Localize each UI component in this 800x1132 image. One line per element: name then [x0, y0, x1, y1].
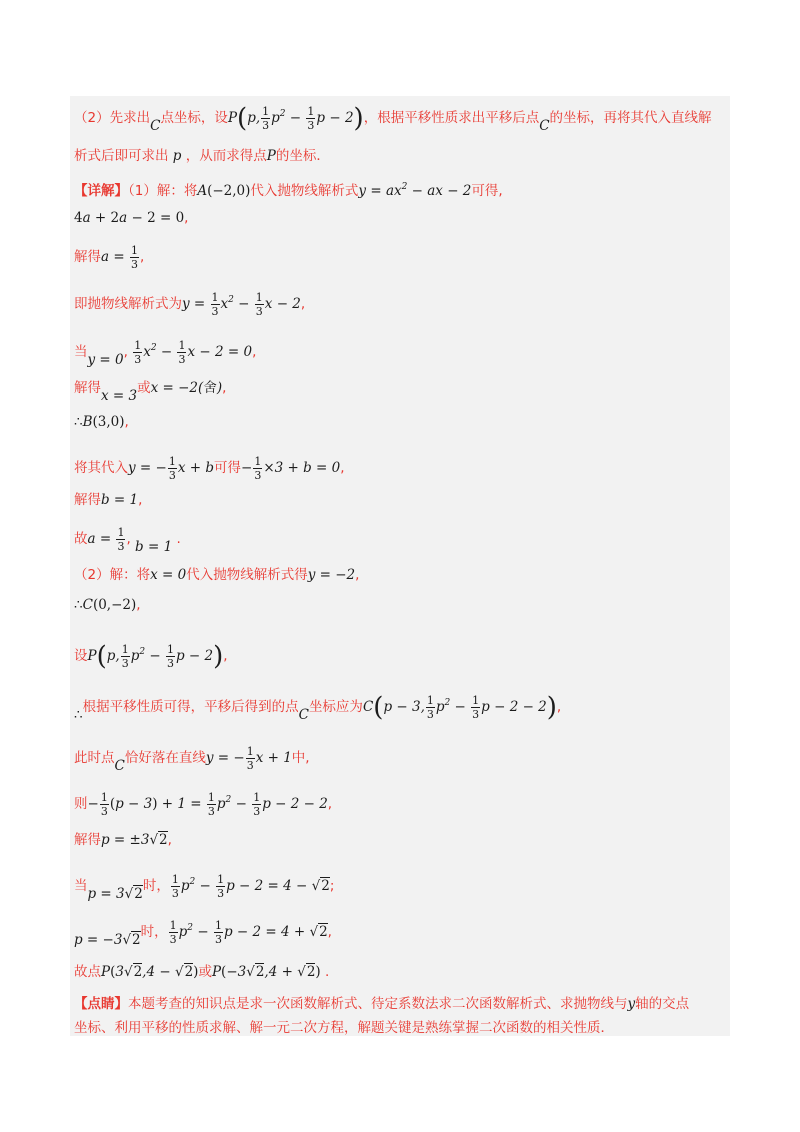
equation-line-4: 4a + 2a − 2 = 0,	[74, 210, 189, 226]
set-p-line: 设P(p, $\frac{1}{3}$ $p^2$ − $\frac{1}{3}$ p − 2),	[74, 641, 228, 672]
analysis-line-1: （2）先求出C点坐标，设P(p, $\frac{1}{3}$ $p^2$ − $\frac{1}{3}$ p − 2)，根据平移性质求出平移后点C的坐标，再将其代入直线解	[74, 103, 712, 134]
parabola-line: 即抛物线解析式为y = $\frac{1}{3}$ $x^2$ − $\frac{1}{3}$ x − 2,	[74, 291, 306, 318]
analysis-line-2: 析式后即可求出 p ，从而求得点P的坐标．	[74, 148, 330, 164]
remark-line-2: 坐标、利用平移的性质求解、解一元二次方程，解题关键是熟练掌握二次函数的相关性质．	[74, 1020, 614, 1036]
remark-line-1: 【点睛】本题考查的知识点是求一次函数解析式、待定系数法求二次函数解析式、求抛物线与y轴的交点	[74, 996, 690, 1012]
detail-label: 【详解】	[74, 183, 128, 199]
part2-line: （2）解：将x = 0代入抛物线解析式得y = −2,	[74, 567, 360, 583]
solve-p-line: 解得p = ±3√2,	[74, 832, 172, 848]
on-line-line: 此时点C恰好落在直线y = − $\frac{1}{3}$ x + 1中,	[74, 745, 310, 774]
substitute-line: 将其代入y = − $\frac{1}{3}$ x + b可得− $\frac{1}{3}$ ×3 + b = 0,	[74, 455, 345, 482]
case2-line: p = −3√2时， $\frac{1}{3}$ $p^2$ − $\frac{1}{3}$ p − 2 = 4 + √2,	[74, 919, 332, 948]
conclusion-1-line: 故a = $\frac{1}{3}$ , b = 1 .	[74, 526, 181, 555]
roots-line: 解得x = 3或x = −2(舍),	[74, 380, 227, 404]
case1-line: 当p = 3√2时， $\frac{1}{3}$ $p^2$ − $\frac{1}{3}$ p − 2 = 4 − √2;	[74, 873, 335, 902]
remark-label: 【点睛】	[74, 996, 128, 1012]
equation-p-line: 则− $\frac{1}{3}$ (p − 3) + 1 = $\frac{1}{3}$ $p^2$ − $\frac{1}{3}$ p − 2 − 2,	[74, 791, 333, 818]
detail-heading-line: 【详解】（1）解：将A(−2,0)代入抛物线解析式$y = ax^2$ − ax − 2可得,	[74, 182, 503, 199]
translation-line: ∴根据平移性质可得，平移后得到的点C坐标应为C(p − 3, $\frac{1}{3}$ $p^2$ − $\frac{1}{3}$ p − 2 − 2),	[74, 692, 562, 723]
point-b-line: ∴B(3,0),	[74, 414, 129, 430]
conclusion-2-line: 故点P(3√2,4 − √2)或P(−3√2,4 + √2) .	[74, 964, 330, 980]
solve-a-line: 解得a = $\frac{1}{3}$ ,	[74, 244, 145, 271]
point-c-line: ∴C(0,−2),	[74, 597, 141, 613]
when-y0-line: 当y = 0, $\frac{1}{3}$ $x^2$ − $\frac{1}{3}$ x − 2 = 0,	[74, 339, 257, 368]
formula-p-def: P(p, $\frac{1}{3}$ $p^2$ − $\frac{1}{3}$ p − 2)	[227, 103, 364, 134]
solve-b-line: 解得b = 1,	[74, 492, 143, 508]
